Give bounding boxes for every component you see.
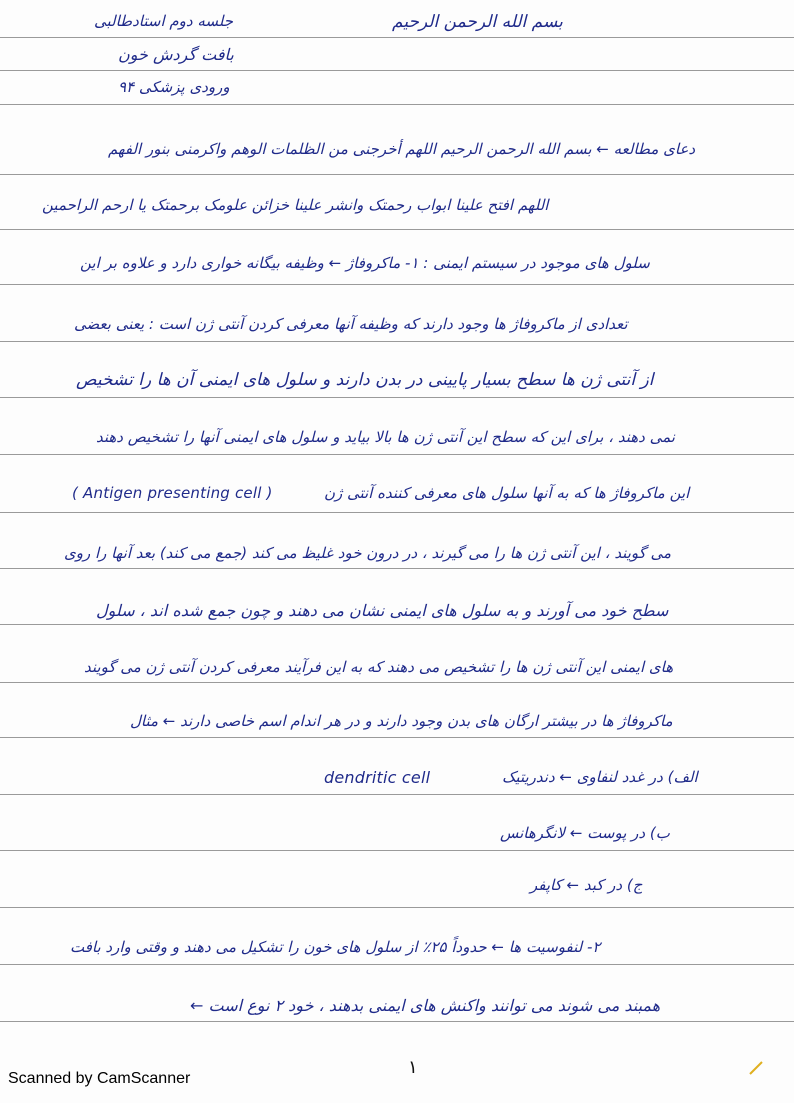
rule-line <box>0 37 794 38</box>
body-line-13: ب) در پوست ← لانگرهانس <box>500 824 670 842</box>
session-title: جلسه دوم استادطالبی <box>94 12 234 30</box>
rule-line <box>0 229 794 230</box>
study-prayer-line-2: اللهم افتح علینا ابواب رحمتک وانشر علینا خزائن علومک برحمتک یا ارحم الراحمین <box>42 196 549 214</box>
body-line-14: ج) در کبد ← کاپفر <box>530 876 643 894</box>
body-line-6: نمی دهند ، برای این که سطح این آنتی ژن ها بالا بیاید و سلول های ایمنی آنها را تشخیص دهند <box>96 428 675 446</box>
rule-line <box>0 964 794 965</box>
corner-mark-icon <box>748 1060 764 1076</box>
rule-line <box>0 907 794 908</box>
rule-line <box>0 454 794 455</box>
rule-line <box>0 794 794 795</box>
rule-line <box>0 70 794 71</box>
body-line-7-persian: این ماکروفاژ ها که به آنها سلول های معرفی کننده آنتی ژن <box>324 484 690 502</box>
rule-line <box>0 341 794 342</box>
rule-line <box>0 850 794 851</box>
body-line-10: های ایمنی این آنتی ژن ها را تشخیص می دهند که به این فرآیند معرفی کردن آنتی ژن می گویند <box>84 658 674 676</box>
body-line-3: سلول های موجود در سیستم ایمنی : ۱- ماکروفاژ ← وظیفه بیگانه خواری دارد و علاوه بر این <box>80 254 650 272</box>
rule-line <box>0 568 794 569</box>
page-number: ۱ <box>408 1057 418 1078</box>
body-line-11: ماکروفاژ ها در بیشتر ارگان های بدن وجود دارند و در هر اندام اسم خاصی دارند ← مثال <box>130 712 673 730</box>
body-line-7-english: ( Antigen presenting cell ) <box>72 484 273 502</box>
body-line-15: ۲- لنفوسیت ها ← حدوداً ۲۵٪ از سلول های خون را تشکیل می دهند و وقتی وارد بافت <box>70 938 601 956</box>
subject-title: بافت گردش خون <box>118 45 234 64</box>
body-line-16: همبند می شوند می توانند واکنش های ایمنی بدهند ، خود ۲ نوع است ← <box>190 996 661 1015</box>
rule-line <box>0 737 794 738</box>
scanner-watermark: Scanned by CamScanner <box>8 1070 191 1087</box>
rule-line <box>0 397 794 398</box>
body-line-12-persian: الف) در غدد لنفاوی ← دندریتیک <box>502 768 698 786</box>
body-line-5: از آنتی ژن ها سطح بسیار پایینی در بدن دارند و سلول های ایمنی آن ها را تشخیص <box>76 370 654 390</box>
rule-line <box>0 624 794 625</box>
rule-line <box>0 512 794 513</box>
study-prayer-line-1: دعای مطالعه ← بسم الله الرحمن الرحیم اللهم أخرجنی من الظلمات الوهم واکرمنی بنور الفهم <box>108 140 696 158</box>
body-line-4: تعدادی از ماکروفاژ ها وجود دارند که وظیفه آنها معرفی کردن آنتی ژن است : یعنی بعضی <box>74 315 628 333</box>
body-line-8: می گویند ، این آنتی ژن ها را می گیرند ، در درون خود غلیظ می کند (جمع می کند) بعد آنها را روی <box>64 544 672 562</box>
cohort-label: ورودی پزشکی ۹۴ <box>118 78 230 96</box>
body-line-9: سطح خود می آورند و به سلول های ایمنی نشان می دهند و چون جمع شده اند ، سلول <box>96 601 669 620</box>
rule-line <box>0 682 794 683</box>
rule-line <box>0 284 794 285</box>
bismillah: بسم الله الرحمن الرحیم <box>392 12 563 32</box>
body-line-12-english: dendritic cell <box>324 768 431 787</box>
rule-line <box>0 104 794 105</box>
rule-line <box>0 1021 794 1022</box>
rule-line <box>0 174 794 175</box>
